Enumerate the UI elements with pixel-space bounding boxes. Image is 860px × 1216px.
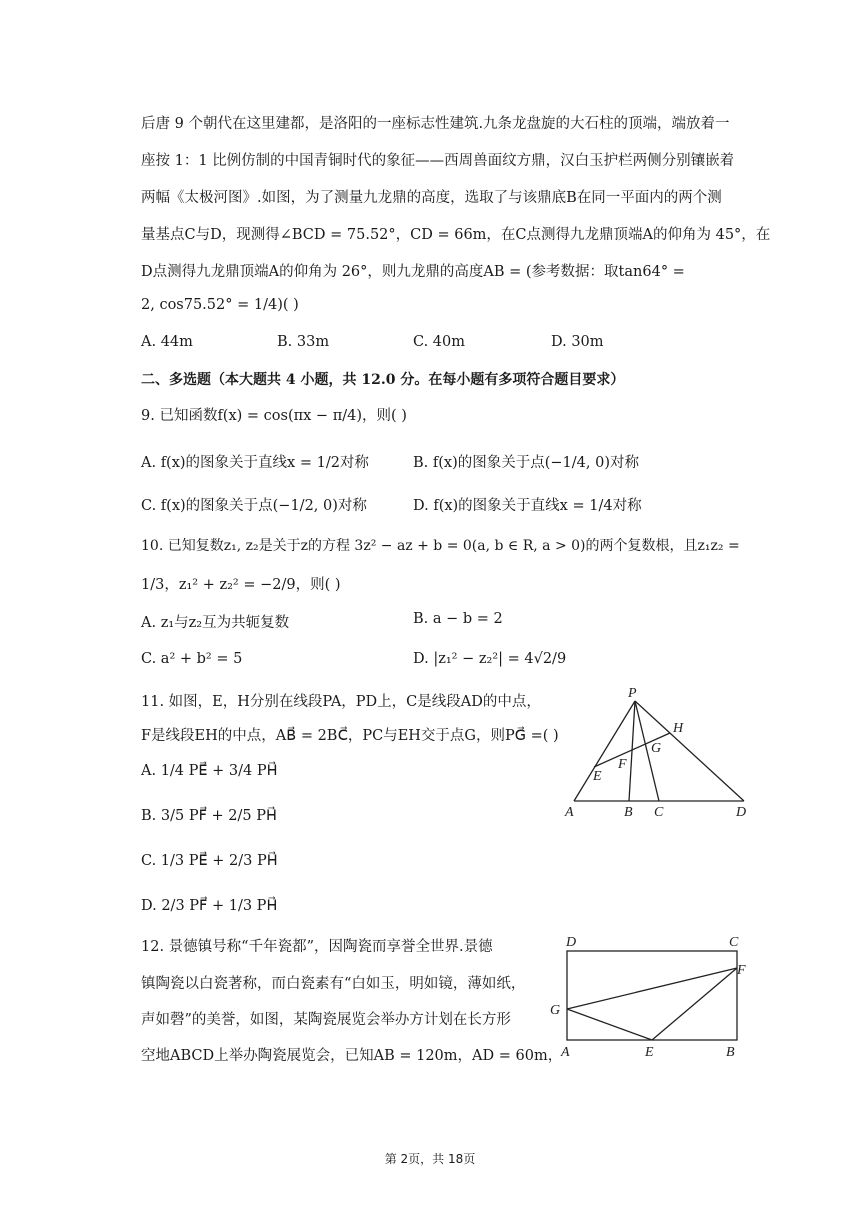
q8-line-6: 2, cos75.52° = 1/4)( ) [141,297,299,313]
q12-line-2: 镇陶瓷以白瓷著称，而白瓷素有“白如玉，明如镜，薄如纸， [141,976,526,992]
q10-option-d: D. |z₁² − z₂²| = 4√2/9 [413,651,567,667]
q11-option-a: A. 1/4 PE⃗ + 3/4 PH⃗ [141,763,278,779]
q12-line-1: 12. 景德镇号称“千年瓷都”，因陶瓷而享誉全世界.景德 [141,939,493,955]
q12-line-4: 空地ABCD上举办陶瓷展览会，已知AB = 120m，AD = 60m， [141,1048,563,1064]
q11-option-b: B. 3/5 PF⃗ + 2/5 PH⃗ [141,808,277,824]
q8-option-c: C. 40m [413,334,465,350]
q10-line-1: 10. 已知复数z₁, z₂是关于z的方程 3z² − az + b = 0(a, b ∈ R, a > 0)的两个复数根，且z₁z₂ = [141,538,740,554]
q8-line-4: 量基点C与D，现测得∠BCD = 75.52°，CD = 66m，在C点测得九龙鼎顶端A的仰角为 45°，在 [141,227,771,243]
q8-option-b: B. 33m [277,334,330,350]
q8-line-3: 两幅《太极河图》.如图，为了测量九龙鼎的高度，选取了与该鼎底B在同一平面内的两个测 [141,190,722,206]
label-f: F [618,757,627,772]
label-b: B [624,805,633,820]
rectangle-abcd [567,951,737,1040]
q8-option-a: A. 44m [141,334,193,350]
label-p: P [628,686,637,701]
label-f: F [737,963,746,978]
q8-line-1: 后唐 9 个朝代在这里建都，是洛阳的一座标志性建筑.九条龙盘旋的大石柱的顶端，端放着一 [141,116,730,132]
q11-option-d: D. 2/3 PF⃗ + 1/3 PH⃗ [141,898,278,914]
label-b: B [726,1045,735,1060]
q10-option-b: B. a − b = 2 [413,611,503,627]
q11-triangle-figure [560,684,760,824]
q9-option-b: B. f(x)的图象关于点(−1/4, 0)对称 [413,455,639,471]
label-a: A [565,805,574,820]
q9-option-a: A. f(x)的图象关于直线x = 1/2对称 [141,455,369,471]
page-footer: 第 2页，共 18页 [384,1152,476,1166]
q10-option-a: A. z₁与z₂互为共轭复数 [141,615,290,631]
segment-ge [567,1009,652,1040]
q12-line-3: 声如磬”的美誉，如图，某陶瓷展览会举办方计划在长方形 [141,1012,511,1028]
q9-option-c: C. f(x)的图象关于点(−1/2, 0)对称 [141,498,367,514]
label-d: D [736,805,747,820]
q9-option-d: D. f(x)的图象关于直线x = 1/4对称 [413,498,642,514]
segment-pa [574,701,635,801]
label-d: D [566,935,577,950]
q9-stem: 9. 已知函数f(x) = cos(πx − π/4)，则( ) [141,408,407,424]
q11-line-1: 11. 如图，E，H分别在线段PA，PD上，C是线段AD的中点， [141,694,541,710]
label-h: H [673,721,684,736]
q10-option-c: C. a² + b² = 5 [141,651,243,667]
label-g: G [550,1003,561,1018]
label-c: C [654,805,664,820]
q8-line-5: D点测得九龙鼎顶端A的仰角为 26°，则九龙鼎的高度AB = (参考数据：取tan64° = [141,264,685,280]
section-heading: 二、多选题（本大题共 4 小题，共 12.0 分。在每小题有多项符合题目要求） [141,372,625,388]
label-g: G [651,741,662,756]
label-e: E [593,769,602,784]
q11-option-c: C. 1/3 PE⃗ + 2/3 PH⃗ [141,853,278,869]
q8-option-d: D. 30m [551,334,604,350]
label-a: A [561,1045,570,1060]
q8-line-2: 座按 1：1 比例仿制的中国青铜时代的象征——西周兽面纹方鼎，汉白玉护栏两侧分别镶嵌着 [141,153,735,169]
segment-gf [567,968,737,1009]
q11-line-2: F是线段EH的中点，AB⃗ = 2BC⃗，PC与EH交于点G，则PG⃗ =( ) [141,728,559,744]
q10-line-2: 1/3，z₁² + z₂² = −2/9，则( ) [141,577,341,593]
q12-rectangle-figure [546,932,766,1060]
label-c: C [729,935,739,950]
label-e: E [645,1045,654,1060]
